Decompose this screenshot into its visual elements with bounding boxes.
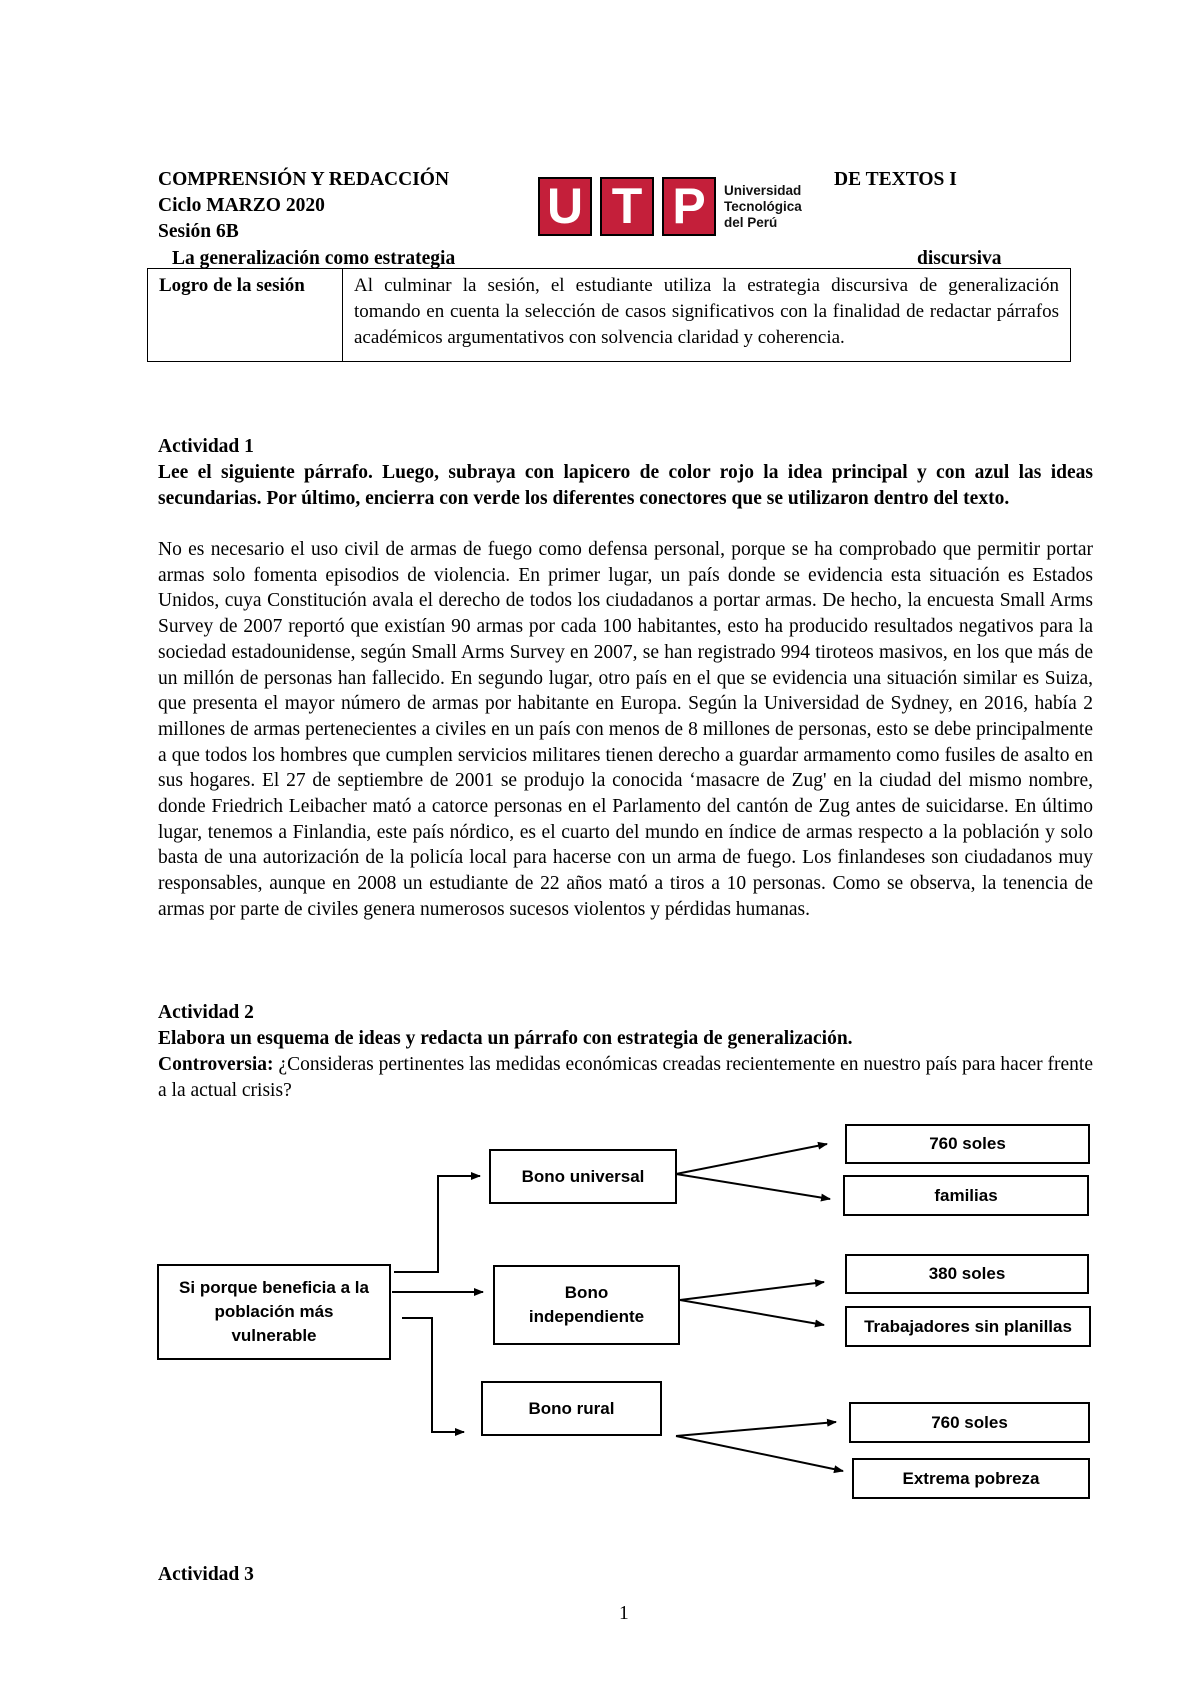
connector-independiente-380 (680, 1282, 824, 1300)
topic-left: La generalización como estrategia (172, 248, 456, 269)
leaf-trabajadores-sin-planillas: Trabajadores sin planillas (845, 1306, 1091, 1347)
actividad-1-instruction: Lee el siguiente párrafo. Luego, subraya con lapicero de color rojo la idea principal y con azul las ideas secundarias. Por último, encierra con verde los diferentes conectores que se utilizaron dentro del texto. (158, 462, 1093, 509)
actividad-2-instruction: Elabora un esquema de ideas y redacta un párrafo con estrategia de generalización. (158, 1028, 853, 1049)
connector-universal-760 (676, 1144, 827, 1174)
leaf-380-soles: 380 soles (845, 1254, 1089, 1294)
logro-label: Logro de la sesión (148, 269, 343, 362)
leaf-familias: familias (843, 1175, 1089, 1216)
connector-root-universal (394, 1176, 480, 1272)
actividad-2-title: Actividad 2 (158, 1002, 254, 1023)
connector-rural-pobreza (676, 1436, 843, 1471)
actividad-1-title: Actividad 1 (158, 436, 254, 457)
actividad-3-title: Actividad 3 (158, 1564, 254, 1585)
branch-bono-universal: Bono universal (489, 1149, 677, 1204)
controversy-text: ¿Consideras pertinentes las medidas económicas creadas recientemente en nuestro país para hacer frente a la actual crisis? (158, 1054, 1093, 1101)
leaf-760-soles-2: 760 soles (849, 1402, 1090, 1443)
actividad-1-paragraph: No es necesario el uso civil de armas de fuego como defensa personal, porque se ha comprobado que permitir portar armas solo fomenta episodios de violencia. En primer lugar, un país donde se evidencia esta situación es Estados Unidos, cuya Constitución avala el derecho de todos los ciudadanos a portar armas. De hecho, la encuesta Small Arms Survey de 2007 reportó que existían 90 armas por cada 100 habitantes, esto ha producido resultados negativos para la sociedad estadounidense, según Small Arms Survey en 2007, se han registrado 994 tiroteos masivos, en los que más de un millón de personas han fallecido. En segundo lugar, otro país en el que se evidencia una situación similar es Suiza, que presenta el mayor número de armas por habitante en Europa. Según la Universidad de Sydney, en 2016, había 2 millones de armas pertenecientes a civiles en un país con menos de 8 millones de personas, esto se debe principalmente a que todos los hombres que cumplen servicios militares tienen derecho a guardar armamento como fusiles de asalto en sus hogares. El 27 de septiembre de 2001 se produjo la conocida ‘masacre de Zug' en la ciudad del mismo nombre, donde Friedrich Leibacher mató a catorce personas en el Parlamento del cantón de Zug antes de suicidarse. En último lugar, tenemos a Finlandia, este país nórdico, es el cuarto del mundo en índice de armas respecto a la población y solo basta de una autorización de la policía local para hacerse con un arma de fuego. Los finlandeses son ciudadanos muy responsables, aunque en 2008 un estudiante de 22 años mató a tiros a 10 personas. Como se observa, la tenencia de armas por parte de civiles genera numerosos sucesos violentos y pérdidas humanas. (158, 539, 1093, 920)
logo-line-2: Tecnológica (724, 199, 802, 214)
logro-text: Al culminar la sesión, el estudiante utiliza la estrategia discursiva de generalización tomando en cuenta la selección de casos significativos con la finalidad de redactar párrafos académicos argumentativos con solvencia claridad y coherencia. (343, 269, 1071, 362)
branch-bono-rural: Bono rural (481, 1381, 662, 1436)
logo-line-1: Universidad (724, 183, 802, 198)
leaf-760-soles-1: 760 soles (845, 1124, 1090, 1164)
connector-root-rural (402, 1318, 464, 1432)
connector-rural-760 (676, 1422, 836, 1436)
connector-universal-familias (676, 1174, 830, 1199)
controversy-label: Controversia: (158, 1054, 274, 1075)
leaf-extrema-pobreza: Extrema pobreza (852, 1458, 1090, 1499)
logo-letter-u: U (546, 178, 584, 234)
logo-letter-t: T (611, 178, 643, 234)
logo-line-3: del Perú (724, 215, 778, 230)
cycle-label: Ciclo MARZO 2020 (158, 195, 325, 216)
course-title-left: COMPRENSIÓN Y REDACCIÓN (158, 169, 450, 190)
logo-letter-p: P (672, 178, 706, 234)
branch-bono-independiente: Bono independiente (493, 1265, 680, 1345)
page-number: 1 (619, 1603, 629, 1624)
course-title-right: DE TEXTOS I (834, 169, 957, 190)
connector-independiente-trabajadores (680, 1300, 824, 1325)
diagram-root: Si porque beneficia a la población más vulnerable (157, 1264, 391, 1360)
session-label: Sesión 6B (158, 221, 239, 242)
topic-right: discursiva (917, 248, 1002, 269)
